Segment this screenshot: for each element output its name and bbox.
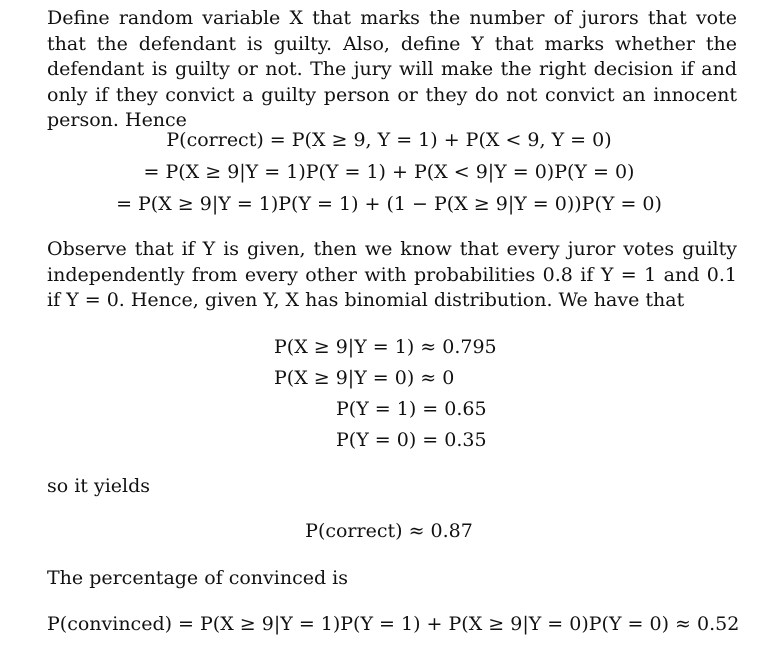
yields-text: so it yields	[47, 475, 151, 497]
observe-paragraph: Observe that if Y is given, then we know that every juror votes guilty independently from every other with probabilities 0.8 if Y = 1 and 0.1 if Y = 0. Hence, given Y, X has binomial distribution. We have that	[47, 238, 737, 311]
equation-correct-line-3: = P(X ≥ 9|Y = 1)P(Y = 1) + (1 − P(X ≥ 9|Y = 0))P(Y = 0)	[116, 193, 662, 215]
equation-correct-result: P(correct) ≈ 0.87	[305, 520, 473, 542]
intro-paragraph: Define random variable X that marks the number of jurors that vote that the defendant is guilty. Also, define Y that marks whether the defendant is guilty or not. The jury will make the right decision if and only if they convict a guilty person or they do not convict an innocent person. Hence	[47, 7, 737, 131]
equation-value-2: P(X ≥ 9|Y = 0) ≈ 0	[274, 367, 455, 389]
percentage-text: The percentage of convinced is	[47, 567, 349, 589]
equation-value-1: P(X ≥ 9|Y = 1) ≈ 0.795	[274, 336, 497, 358]
equation-convinced: P(convinced) = P(X ≥ 9|Y = 1)P(Y = 1) + P(X ≥ 9|Y = 0)P(Y = 0) ≈ 0.52	[47, 613, 740, 635]
equation-correct-line-2: = P(X ≥ 9|Y = 1)P(Y = 1) + P(X < 9|Y = 0)P(Y = 0)	[143, 161, 635, 183]
equation-value-4: P(Y = 0) = 0.35	[336, 429, 487, 451]
equation-correct-line-1: P(correct) = P(X ≥ 9, Y = 1) + P(X < 9, Y = 0)	[166, 129, 612, 151]
equation-value-3: P(Y = 1) = 0.65	[336, 398, 487, 420]
